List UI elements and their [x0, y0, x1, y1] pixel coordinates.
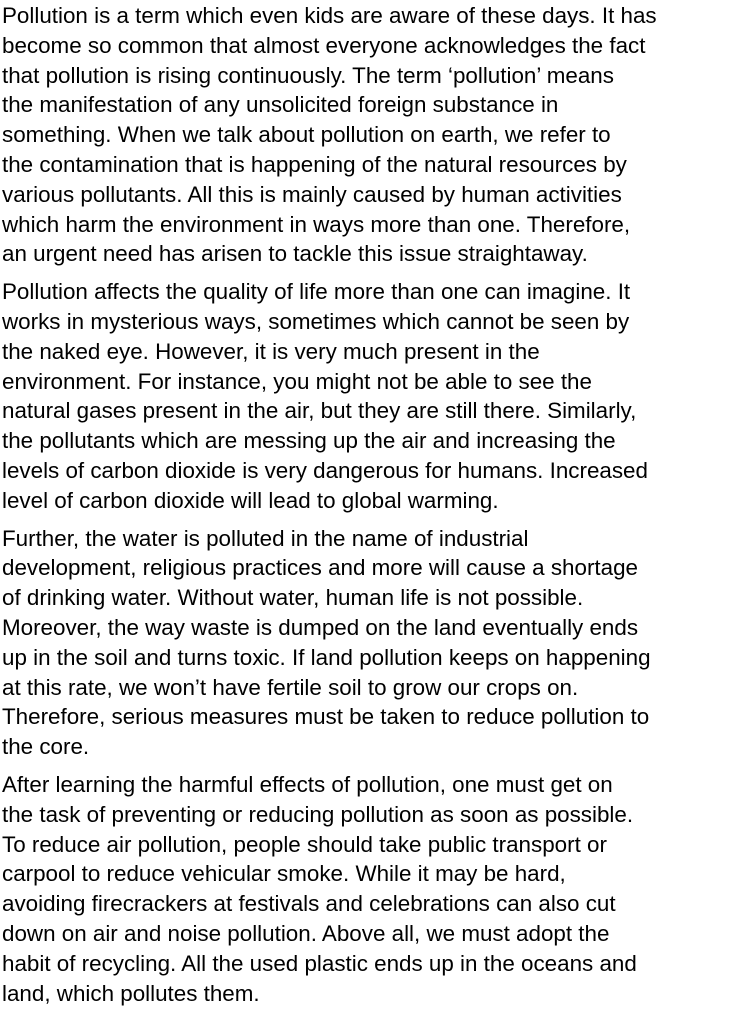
text-line: down on air and noise pollution. Above all, we must adopt the [2, 920, 610, 946]
text-line: natural gases present in the air, but they are still there. Similarly, [2, 398, 637, 424]
text-line: something. When we talk about pollution on earth, we refer to [2, 122, 611, 148]
text-line: development, religious practices and more will cause a shortage [2, 555, 638, 581]
text-line: Further, the water is polluted in the name of industrial [2, 525, 529, 551]
text-line: Moreover, the way waste is dumped on the land eventually ends [2, 614, 639, 640]
text-line: Pollution affects the quality of life more than one can imagine. It [2, 279, 631, 305]
text-line: Therefore, serious measures must be taken to reduce pollution to [2, 704, 650, 730]
text-line: become so common that almost everyone acknowledges the fact [2, 32, 646, 58]
text-line: that pollution is rising continuously. The term ‘pollution’ means [2, 62, 614, 88]
text-line: which harm the environment in ways more than one. Therefore, [2, 211, 631, 237]
text-line: level of carbon dioxide will lead to global warming. [2, 487, 499, 513]
text-line: the task of preventing or reducing pollution as soon as possible. [2, 801, 634, 827]
text-line: an urgent need has arisen to tackle this issue straightaway. [2, 241, 588, 267]
text-line: avoiding firecrackers at festivals and celebrations can also cut [2, 891, 616, 917]
document-body [2, 1, 732, 1008]
text-line: After learning the harmful effects of pollution, one must get on [2, 771, 613, 797]
text-line: the pollutants which are messing up the air and increasing the [2, 428, 616, 454]
text-line: works in mysterious ways, sometimes which cannot be seen by [2, 308, 630, 334]
text-line: To reduce air pollution, people should take public transport or [2, 831, 607, 857]
text-line: up in the soil and turns toxic. If land pollution keeps on happening [2, 644, 651, 670]
text-line: at this rate, we won’t have fertile soil to grow our crops on. [2, 674, 579, 700]
text-line: various pollutants. All this is mainly caused by human activities [2, 181, 622, 207]
text-line: the core. [2, 734, 90, 760]
paragraph-4 [2, 770, 732, 1008]
text-line: the manifestation of any unsolicited foreign substance in [2, 92, 559, 118]
text-line: the contamination that is happening of the natural resources by [2, 151, 627, 177]
text-line: carpool to reduce vehicular smoke. While it may be hard, [2, 861, 566, 887]
text-line: environment. For instance, you might not be able to see the [2, 368, 592, 394]
text-line: the naked eye. However, it is very much present in the [2, 338, 540, 364]
text-line: of drinking water. Without water, human life is not possible. [2, 585, 584, 611]
text-line: levels of carbon dioxide is very dangerous for humans. Increased [2, 457, 648, 483]
paragraph-2 [2, 277, 732, 515]
text-line: land, which pollutes them. [2, 980, 260, 1006]
text-line: Pollution is a term which even kids are aware of these days. It has [2, 3, 657, 28]
paragraph-3 [2, 524, 732, 762]
text-line: habit of recycling. All the used plastic ends up in the oceans and [2, 950, 637, 976]
paragraph-1 [2, 1, 732, 269]
